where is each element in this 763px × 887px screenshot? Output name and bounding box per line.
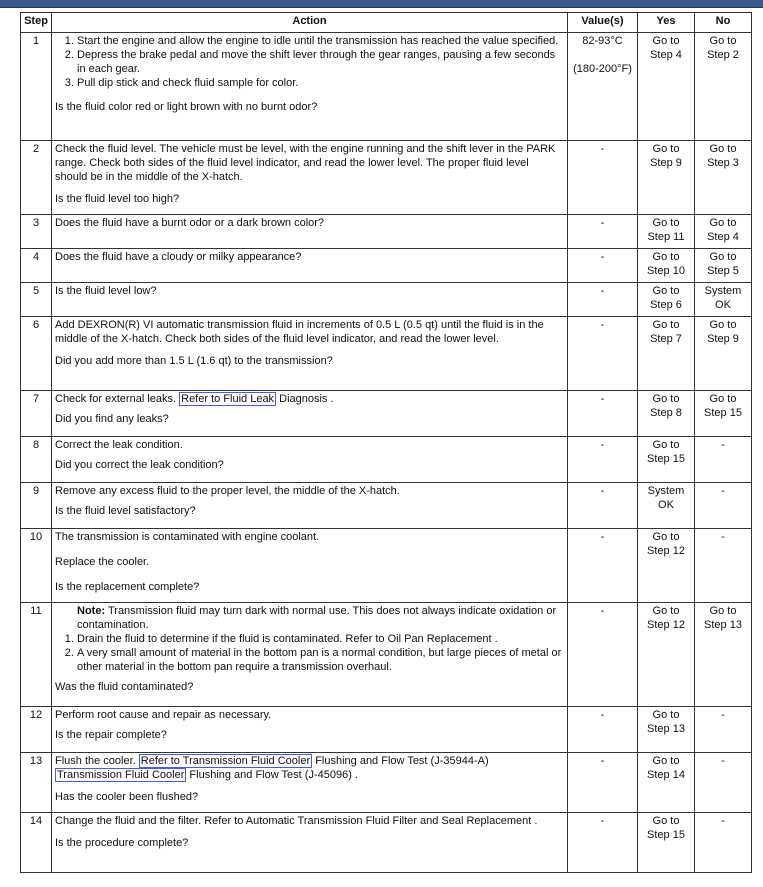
- value-cell: -: [568, 317, 638, 391]
- note-block: [55, 604, 564, 632]
- value-celsius: 82-93°C: [582, 35, 623, 47]
- step-number: 6: [21, 317, 52, 391]
- note-label: Note:: [77, 605, 106, 617]
- header-values: Value(s): [568, 13, 638, 33]
- value-fahrenheit: (180-200°F): [573, 63, 632, 75]
- action-cell: [52, 437, 568, 483]
- no-cell[interactable]: Go to Step 5: [695, 249, 752, 283]
- table-header-row: [21, 13, 752, 33]
- value-cell: -: [568, 603, 638, 707]
- value-cell: [568, 33, 638, 141]
- no-cell[interactable]: Go to Step 9: [695, 317, 752, 391]
- step-number: 4: [21, 249, 52, 283]
- table-row: [21, 249, 752, 283]
- step-number: 5: [21, 283, 52, 317]
- step-question: Is the fluid color red or light brown with no burnt odor?: [55, 101, 318, 113]
- action-text: Flushing and Flow Test (J-45096) .: [189, 769, 358, 781]
- value-cell: -: [568, 813, 638, 873]
- procedure-item: 1. Start the engine and allow the engine to idle until the transmission has reached the value specified.: [77, 34, 564, 48]
- value-cell: -: [568, 391, 638, 437]
- action-text: Diagnosis .: [279, 393, 334, 405]
- step-question: Did you correct the leak condition?: [55, 459, 224, 471]
- step-number: 7: [21, 391, 52, 437]
- yes-cell[interactable]: Go to Step 8: [638, 391, 695, 437]
- table-row: [21, 33, 752, 141]
- no-cell: -: [695, 437, 752, 483]
- table-row: [21, 317, 752, 391]
- action-cell: [52, 529, 568, 603]
- action-cell: [52, 483, 568, 529]
- action-text: Remove any excess fluid to the proper level, the middle of the X-hatch.: [55, 485, 400, 497]
- step-question: Did you add more than 1.5 L (1.6 qt) to the transmission?: [55, 355, 333, 367]
- value-cell: -: [568, 529, 638, 603]
- table-row: [21, 707, 752, 753]
- cooler-link[interactable]: Transmission Fluid Cooler: [57, 769, 185, 781]
- step-question: Did you find any leaks?: [55, 413, 169, 425]
- action-cell: Does the fluid have a cloudy or milky appearance?: [52, 249, 568, 283]
- step-number: 10: [21, 529, 52, 603]
- action-text: Check the fluid level. The vehicle must be level, with the engine running and the shift lever in the PARK range. Check both sides of the fluid level indicator, and read the lower level. The proper fluid level should be in the middle of the X-hatch.: [55, 143, 556, 183]
- action-cell: [52, 603, 568, 707]
- action-cell: [52, 707, 568, 753]
- table-row: [21, 391, 752, 437]
- value-cell: -: [568, 249, 638, 283]
- step-question: Is the replacement complete?: [55, 581, 200, 593]
- table-row: [21, 437, 752, 483]
- header-action: Action: [52, 13, 568, 33]
- window-top-bar: [0, 0, 763, 8]
- yes-cell[interactable]: Go to Step 10: [638, 249, 695, 283]
- yes-cell[interactable]: Go to Step 7: [638, 317, 695, 391]
- action-text: Flush the cooler.: [55, 755, 136, 767]
- procedure-item: 3. Pull dip stick and check fluid sample for color.: [77, 76, 564, 90]
- step-question: Is the procedure complete?: [55, 837, 189, 849]
- no-cell[interactable]: Go to Step 15: [695, 391, 752, 437]
- step-number: 11: [21, 603, 52, 707]
- table-row: [21, 215, 752, 249]
- fluid-leak-link[interactable]: Refer to Fluid Leak: [181, 393, 275, 405]
- action-text: Add DEXRON(R) VI automatic transmission fluid in increments of 0.5 L (0.5 qt) until the fluid is in the middle of the X-hatch. Check both sides of the fluid level indicator, and read the lower level.: [55, 319, 544, 345]
- yes-cell[interactable]: Go to Step 15: [638, 437, 695, 483]
- document-page: [0, 12, 752, 873]
- table-row: [21, 529, 752, 603]
- yes-cell[interactable]: Go to Step 15: [638, 813, 695, 873]
- note-text: Transmission fluid may turn dark with normal use. This does not always indicate oxidation or contamination.: [77, 605, 557, 631]
- step-number: 3: [21, 215, 52, 249]
- yes-cell[interactable]: Go to Step 4: [638, 33, 695, 141]
- no-cell[interactable]: System OK: [695, 283, 752, 317]
- value-cell: -: [568, 707, 638, 753]
- action-text: The transmission is contaminated with engine coolant.: [55, 531, 320, 543]
- step-question: Is the fluid level satisfactory?: [55, 505, 196, 517]
- procedure-list: [55, 632, 564, 674]
- action-text: Check for external leaks.: [55, 393, 177, 405]
- no-cell: -: [695, 707, 752, 753]
- step-question: Is the fluid level too high?: [55, 193, 180, 205]
- step-number: 1: [21, 33, 52, 141]
- procedure-list: [55, 34, 564, 90]
- step-question: Has the cooler been flushed?: [55, 791, 199, 803]
- value-cell: -: [568, 215, 638, 249]
- table-row: [21, 141, 752, 215]
- action-cell: Is the fluid level low?: [52, 283, 568, 317]
- header-yes: Yes: [638, 13, 695, 33]
- cooler-flush-link[interactable]: Refer to Transmission Fluid Cooler: [140, 755, 311, 767]
- no-cell[interactable]: Go to Step 4: [695, 215, 752, 249]
- yes-cell[interactable]: Go to Step 14: [638, 753, 695, 813]
- value-cell: -: [568, 283, 638, 317]
- no-cell[interactable]: Go to Step 13: [695, 603, 752, 707]
- step-number: 13: [21, 753, 52, 813]
- yes-cell[interactable]: System OK: [638, 483, 695, 529]
- step-question: Is the repair complete?: [55, 729, 167, 741]
- step-number: 2: [21, 141, 52, 215]
- no-cell: -: [695, 483, 752, 529]
- step-question: Was the fluid contaminated?: [55, 681, 194, 693]
- yes-cell[interactable]: Go to Step 13: [638, 707, 695, 753]
- no-cell: -: [695, 529, 752, 603]
- diagnostic-table: [20, 12, 752, 873]
- action-text: Correct the leak condition.: [55, 439, 183, 451]
- action-cell: [52, 33, 568, 141]
- header-step: Step: [21, 13, 52, 33]
- procedure-item: 2. Depress the brake pedal and move the shift lever through the gear ranges, pausing a few seconds in each gear.: [77, 48, 564, 76]
- action-text: Change the fluid and the filter. Refer to Automatic Transmission Fluid Filter and Seal Replacement .: [55, 815, 538, 827]
- value-cell: -: [568, 483, 638, 529]
- yes-cell[interactable]: Go to Step 6: [638, 283, 695, 317]
- action-cell: Does the fluid have a burnt odor or a dark brown color?: [52, 215, 568, 249]
- action-cell: [52, 317, 568, 391]
- table-row: [21, 483, 752, 529]
- step-number: 12: [21, 707, 52, 753]
- no-cell[interactable]: Go to Step 2: [695, 33, 752, 141]
- yes-cell[interactable]: Go to Step 9: [638, 141, 695, 215]
- table-row: [21, 813, 752, 873]
- step-number: 8: [21, 437, 52, 483]
- action-text: Replace the cooler.: [55, 556, 150, 568]
- no-cell: -: [695, 813, 752, 873]
- yes-cell[interactable]: Go to Step 12: [638, 529, 695, 603]
- value-cell: -: [568, 437, 638, 483]
- action-text: Perform root cause and repair as necessary.: [55, 709, 272, 721]
- step-number: 14: [21, 813, 52, 873]
- step-number: 9: [21, 483, 52, 529]
- procedure-item: 2. A very small amount of material in the bottom pan is a normal condition, but large pieces of metal or other material in the bottom pan require a transmission overhaul.: [77, 646, 564, 674]
- header-no: No: [695, 13, 752, 33]
- value-cell: -: [568, 141, 638, 215]
- action-cell: [52, 813, 568, 873]
- action-cell: [52, 391, 568, 437]
- table-row: [21, 603, 752, 707]
- action-cell: [52, 141, 568, 215]
- no-cell[interactable]: Go to Step 3: [695, 141, 752, 215]
- procedure-item: 1. Drain the fluid to determine if the fluid is contaminated. Refer to Oil Pan Replacement .: [77, 632, 564, 646]
- action-text: Flushing and Flow Test (J-35944-A): [315, 755, 489, 767]
- yes-cell[interactable]: Go to Step 11: [638, 215, 695, 249]
- no-cell: -: [695, 753, 752, 813]
- value-cell: -: [568, 753, 638, 813]
- yes-cell[interactable]: Go to Step 12: [638, 603, 695, 707]
- action-cell: [52, 753, 568, 813]
- table-row: [21, 753, 752, 813]
- table-row: [21, 283, 752, 317]
